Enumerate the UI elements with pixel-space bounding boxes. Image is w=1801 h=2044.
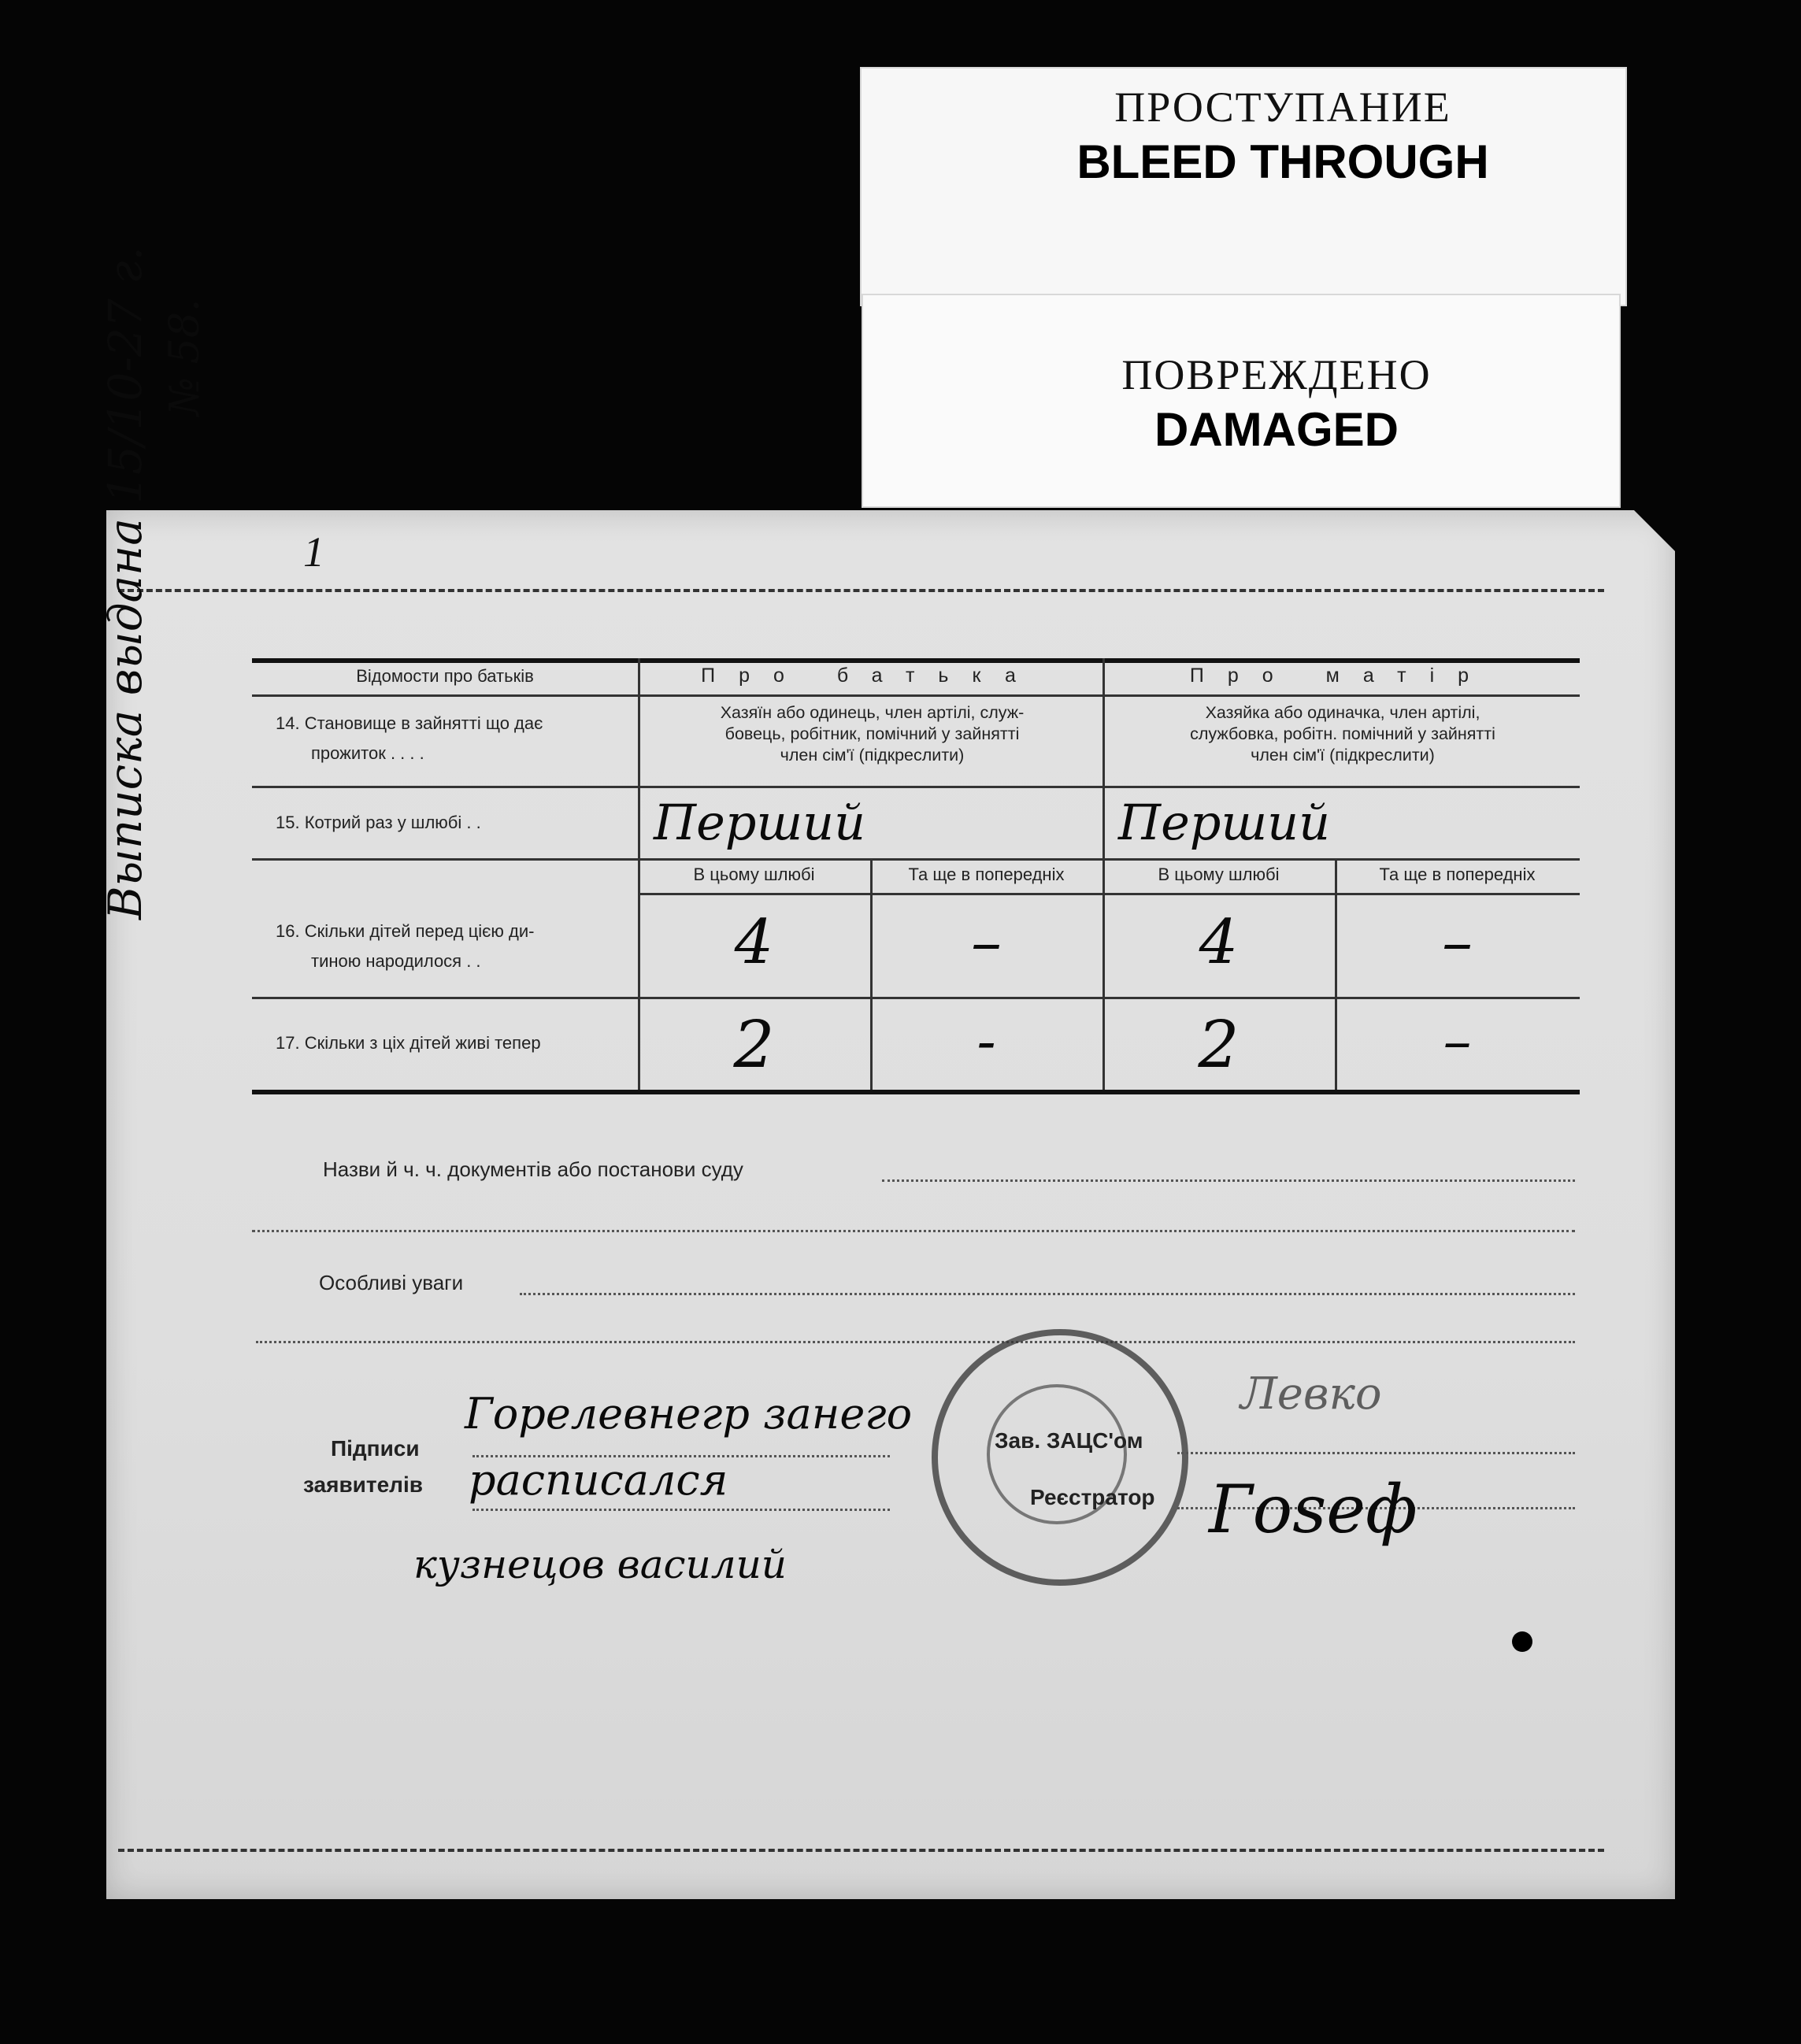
margin-note-line1: Выписка выдана 15/10-27 г. bbox=[98, 246, 152, 920]
row14-mother-line1: Хазяйка або одиначка, член артілі, bbox=[1205, 703, 1480, 722]
row16-label-line1: 16. Скільки дітей перед цією ди- bbox=[276, 921, 535, 941]
row15-mother-value: Перший bbox=[1118, 794, 1331, 851]
parents-table bbox=[252, 658, 1580, 1099]
row14-father-line1: Хазяїн або одинець, член артілі, служ- bbox=[720, 703, 1025, 722]
folio-number: 1 bbox=[303, 528, 324, 576]
row15-label: 15. Котрий раз у шлюбі . . bbox=[276, 813, 481, 832]
bleed-through-ru: ПРОСТУПАНИЕ bbox=[1114, 83, 1451, 131]
row17-father-this: 2 bbox=[733, 1008, 775, 1083]
registrar-signature: Гоѕеф bbox=[1209, 1471, 1417, 1548]
father-previous-header: Та ще в попередніх bbox=[908, 865, 1065, 884]
perforation-top bbox=[118, 589, 1604, 592]
row17-father-prev: - bbox=[976, 1008, 996, 1074]
signatures-label-line1: Підписи bbox=[331, 1436, 420, 1461]
registrar-label: Реєстратор bbox=[1030, 1485, 1155, 1509]
bleed-through-en: BLEED THROUGH bbox=[1077, 135, 1489, 188]
row14-mother bbox=[1110, 702, 1575, 766]
row14-father-line3: член сім'ї (підкреслити) bbox=[780, 746, 965, 765]
head-zags-label: Зав. ЗАЦС'ом bbox=[995, 1428, 1143, 1453]
remarks-label: Особливі уваги bbox=[319, 1271, 464, 1294]
row14-mother-line2: службовка, робітн. помічний у зайнятті bbox=[1190, 724, 1495, 743]
row15-father-value: Перший bbox=[654, 794, 866, 851]
documents-label: Назви й ч. ч. документів або постанови суду bbox=[323, 1157, 743, 1181]
damaged-ru: ПОВРЕЖДЕНО bbox=[1121, 351, 1432, 398]
row16-label bbox=[276, 916, 634, 976]
row17-mother-prev: – bbox=[1443, 1008, 1472, 1074]
row14-mother-line3: член сім'ї (підкреслити) bbox=[1251, 746, 1435, 765]
row14-label-line1: 14. Становище в зайнятті що дає bbox=[276, 713, 543, 733]
damaged-en: DAMAGED bbox=[1154, 403, 1399, 456]
row14-label-line2: прожиток . . . . bbox=[311, 743, 424, 763]
mother-this-marriage-header: В цьому шлюбі bbox=[1158, 865, 1280, 884]
father-this-marriage-header: В цьому шлюбі bbox=[693, 865, 815, 884]
applicant-signature-line1: Горелевнегр занего bbox=[465, 1389, 913, 1439]
torn-corner bbox=[1631, 507, 1678, 554]
head-signature: Левко bbox=[1240, 1368, 1382, 1420]
damaged-tag bbox=[862, 294, 1621, 508]
row16-father-this: 4 bbox=[734, 907, 774, 978]
documents-line-1 bbox=[882, 1179, 1575, 1182]
remarks-line-1 bbox=[520, 1293, 1575, 1295]
row17-mother-this: 2 bbox=[1198, 1008, 1240, 1083]
row16-mother-this: 4 bbox=[1199, 907, 1239, 978]
punch-hole bbox=[1512, 1631, 1532, 1652]
row16-mother-prev: – bbox=[1442, 907, 1473, 978]
signature-line-2 bbox=[472, 1509, 890, 1511]
remarks-line-2 bbox=[256, 1341, 1575, 1343]
documents-line-2 bbox=[252, 1230, 1575, 1232]
margin-note-line2: № 58. bbox=[161, 298, 209, 416]
row16-label-line2: тиною народилося . . bbox=[311, 951, 481, 971]
signatures-label-line2: заявителів bbox=[303, 1472, 423, 1497]
official-stamp bbox=[932, 1329, 1188, 1586]
mother-previous-header: Та ще в попередніх bbox=[1379, 865, 1536, 884]
header-parents-info: Відомости про батьків bbox=[356, 666, 534, 686]
head-sign-line bbox=[1177, 1452, 1575, 1454]
header-father: Про батька bbox=[701, 665, 1039, 687]
row16-father-prev: – bbox=[971, 907, 1002, 978]
row14-label bbox=[276, 709, 634, 768]
applicant-signature-line3: кузнецов василий bbox=[413, 1542, 787, 1587]
header-mother: Про матір bbox=[1189, 665, 1493, 687]
row14-father bbox=[646, 702, 1099, 766]
signature-line-1 bbox=[472, 1455, 890, 1457]
bleed-through-tag bbox=[860, 67, 1627, 306]
perforation-bottom bbox=[118, 1849, 1604, 1852]
row17-label: 17. Скільки з ціх дітей живі тепер bbox=[276, 1033, 541, 1053]
row14-father-line2: бовець, робітник, помічний у зайнятті bbox=[724, 724, 1020, 743]
applicant-signature-line2: расписался bbox=[469, 1455, 728, 1505]
